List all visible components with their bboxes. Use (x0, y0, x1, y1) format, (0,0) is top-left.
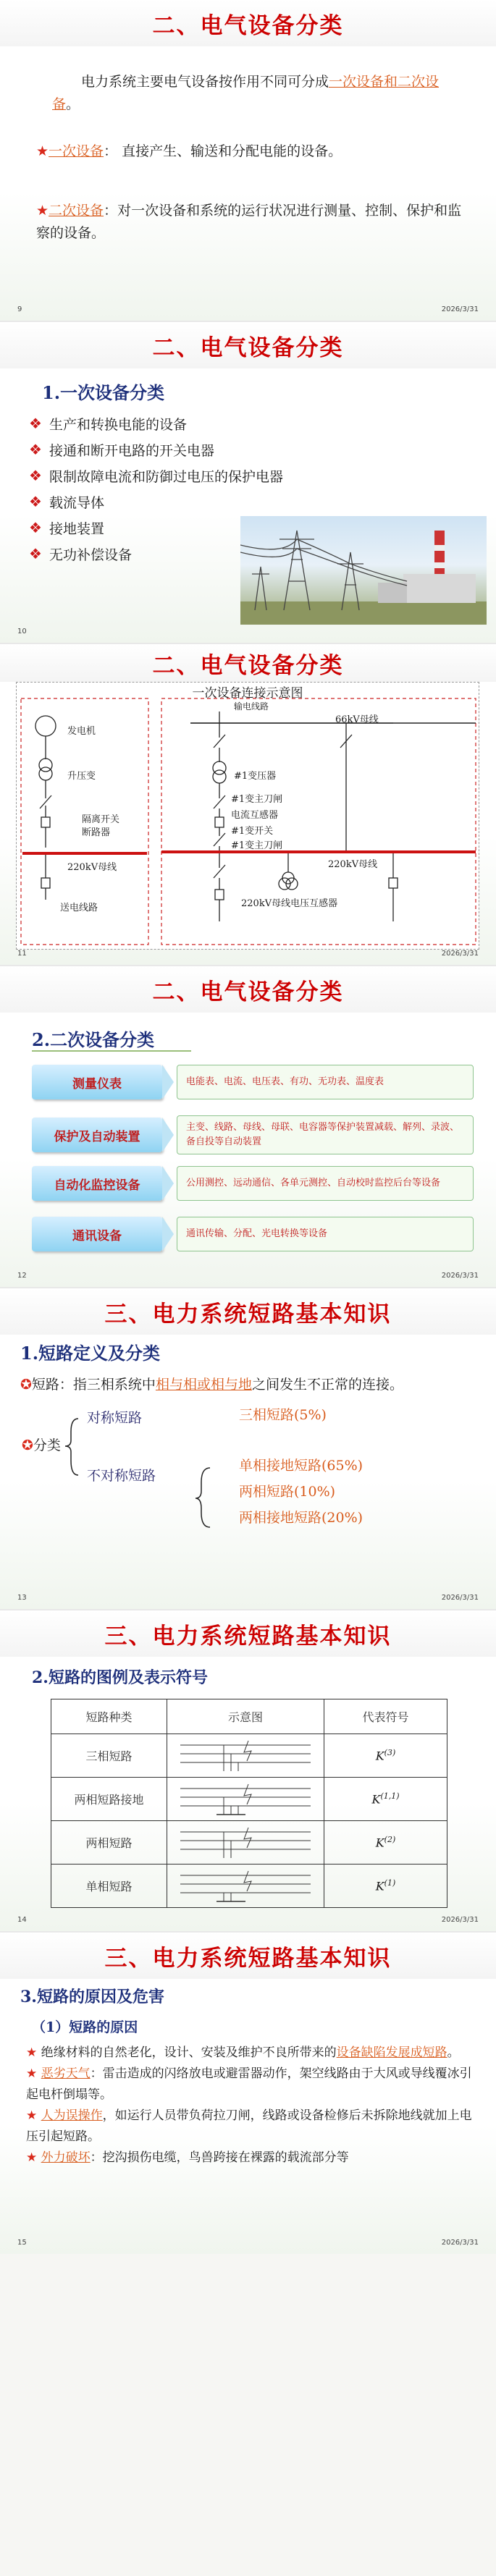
arrow-icon (162, 1065, 174, 1099)
label-step-up: 升压变 (67, 771, 96, 782)
bullet-item (29, 436, 283, 463)
label-bus-220kv-b: 220kV母线 (328, 859, 378, 870)
type-single-phase-ground: 单相接地短路(65%) (239, 1458, 363, 1474)
bullet-text: 载流导体 (49, 494, 105, 511)
type-two-phase-ground: 两相接地短路(20%) (239, 1510, 363, 1526)
cause-highlight: 设备缺陷发展成短路 (336, 2045, 447, 2060)
schematic-cell (167, 1734, 324, 1778)
diamond-bullet-icon: ❖ (29, 467, 42, 484)
symbol-cell (324, 1865, 447, 1908)
arrow-icon (162, 1118, 174, 1152)
symbol-letter: K (375, 1749, 384, 1763)
table-header: 代表符号 (324, 1699, 447, 1734)
label-isolating-switch: 隔离开关 (82, 814, 120, 825)
equipment-category-label: 保护及自动装置 (32, 1118, 162, 1152)
label-outgoing-line: 送电线路 (60, 903, 98, 913)
slide-date: 2026/3/31 (441, 1272, 479, 1280)
star-icon: ★ (36, 203, 49, 219)
short-circuit-schematic (173, 1736, 318, 1773)
cause-text: ：雷击造成的闪络放电或避雷器动作，架空线路由于大风或导线覆冰引起电杆倒塌等。 (26, 2066, 472, 2102)
heading-underline (32, 1050, 191, 1052)
type-two-phase: 两相短路(10%) (239, 1484, 336, 1500)
bullet-item (29, 410, 283, 436)
definition-text-end: 之间发生不正常的连接。 (251, 1377, 403, 1393)
slide-footer (0, 624, 496, 635)
slide-footer (0, 1268, 496, 1280)
slide-date: 2026/3/31 (441, 305, 479, 313)
subsection-heading: （1）短路的原因 (32, 2019, 138, 2035)
star-icon: ★ (26, 2066, 38, 2081)
classification-text: 分类 (33, 1437, 61, 1453)
label-breaker: 断路器 (82, 827, 111, 838)
definition-text: 短路：指三相系统中 (31, 1377, 156, 1393)
symbol-cell (324, 1778, 447, 1821)
slide-number: 13 (17, 1594, 27, 1602)
symbol-cell (324, 1821, 447, 1865)
slide-header (0, 1610, 496, 1657)
label-main-knife-switch: #1变主刀闸 (231, 794, 283, 805)
cause-item (26, 2064, 475, 2106)
slide-title: 二、电气设备分类 (152, 652, 344, 679)
secondary-text: ：对一次设备和系统的运行状况进行测量、控制、保护和监察的设备。 (36, 203, 462, 241)
label-transformer-1: #1变压器 (234, 771, 277, 782)
arrow-icon (162, 1217, 174, 1251)
slide-title: 二、电气设备分类 (152, 979, 344, 1005)
secondary-equipment-row (32, 1217, 474, 1251)
secondary-item (36, 200, 471, 245)
slide-number: 10 (17, 628, 27, 635)
cause-text: ：挖沟损伤电缆，鸟兽跨接在裸露的载流部分等 (90, 2150, 349, 2165)
equipment-category-label: 测量仪表 (32, 1065, 162, 1099)
equipment-description: 公用测控、远动通信、各单元测控、自动校时监控后台等设备 (177, 1166, 474, 1201)
definition-highlight: 相与相或相与地 (155, 1377, 252, 1393)
slide-footer (0, 1590, 496, 1602)
slide-10 (0, 322, 496, 644)
bullet-item (29, 463, 283, 489)
bullet-text: 限制故障电流和防御过电压的保护电器 (49, 468, 284, 485)
symbol-letter: K (375, 1836, 384, 1850)
slide-date: 2026/3/31 (441, 2239, 479, 2247)
classification-braces (0, 1288, 496, 1610)
short-circuit-type: 单相短路 (51, 1865, 167, 1908)
slide-date: 2026/3/31 (441, 950, 479, 958)
symbol-superscript: (1,1) (380, 1791, 400, 1802)
power-plant-illustration (240, 516, 487, 625)
secondary-term: 二次设备 (49, 203, 104, 219)
bullet-item (29, 489, 283, 515)
star-icon: ★ (26, 2108, 38, 2123)
diagram-title: 一次设备连接示意图 (192, 686, 303, 701)
slide-header (0, 644, 496, 682)
slide-number: 15 (17, 2239, 27, 2247)
star-icon: ✪ (20, 1377, 32, 1393)
primary-term: 一次设备 (49, 143, 104, 159)
slide-title: 二、电气设备分类 (152, 12, 344, 39)
table-row (51, 1821, 447, 1865)
asymmetric-label: 不对称短路 (87, 1468, 156, 1484)
schematic-cell (167, 1778, 324, 1821)
intro-end: 。 (66, 96, 80, 112)
slide-13 (0, 1288, 496, 1610)
type-three-phase: 三相短路(5%) (239, 1407, 327, 1423)
secondary-equipment-row (32, 1065, 474, 1099)
schematic-cell (167, 1821, 324, 1865)
slide-title: 三、电力系统短路基本知识 (104, 1623, 392, 1650)
cause-end: 。 (447, 2045, 460, 2060)
slide-header (0, 0, 496, 46)
slide-header (0, 1933, 496, 1979)
short-circuit-symbol-table (51, 1699, 447, 1908)
intro-highlight: 一次设备和二次设备 (52, 74, 440, 112)
diamond-bullet-icon: ❖ (29, 545, 42, 562)
short-circuit-type: 两相短路 (51, 1821, 167, 1865)
slide-number: 14 (17, 1916, 27, 1924)
slide-header (0, 322, 496, 368)
diamond-bullet-icon: ❖ (29, 441, 42, 458)
section-heading: 1.短路定义及分类 (20, 1343, 161, 1364)
schematic-cell (167, 1865, 324, 1908)
slide-14 (0, 1610, 496, 1933)
label-transformer-switch: #1变开关 (231, 826, 274, 837)
short-circuit-schematic (173, 1780, 318, 1816)
short-circuit-schematic (173, 1823, 318, 1859)
table-row (51, 1865, 447, 1908)
short-circuit-schematic (173, 1867, 318, 1903)
label-transmission-line: 输电线路 (234, 701, 269, 711)
label-current-transformer: 电流互感器 (231, 810, 279, 821)
power-plant-photo (240, 516, 487, 625)
symbol-letter: K (371, 1792, 381, 1807)
equipment-description: 主变、线路、母线、母联、电容器等保护装置减载、解列、录波、备自投等自动装置 (177, 1115, 474, 1154)
table-header: 示意图 (167, 1699, 324, 1734)
cause-highlight: 外力破坏 (41, 2150, 91, 2165)
symbol-cell (324, 1734, 447, 1778)
slide-15 (0, 1933, 496, 2254)
bullet-text: 接通和断开电路的开关电器 (49, 442, 215, 459)
slide-header (0, 966, 496, 1013)
causes-list (26, 2043, 475, 2169)
slide-footer (0, 302, 496, 313)
short-circuit-type: 两相短路接地 (51, 1778, 167, 1821)
bullet-text: 接地装置 (49, 520, 105, 537)
primary-item (36, 140, 471, 163)
label-main-knife-switch-2: #1变主刀闸 (231, 840, 283, 851)
slide-12 (0, 966, 496, 1288)
cause-item (26, 2043, 475, 2064)
equipment-description: 电能表、电流、电压表、有功、无功表、温度表 (177, 1065, 474, 1099)
slide-11 (0, 644, 496, 966)
slide-title: 二、电气设备分类 (152, 334, 344, 361)
slide-footer (0, 1912, 496, 1924)
slide-title: 三、电力系统短路基本知识 (104, 1945, 392, 1972)
slide-date: 2026/3/31 (441, 1594, 479, 1602)
arrow-icon (162, 1166, 174, 1201)
slide-9 (0, 0, 496, 322)
secondary-equipment-row (32, 1115, 474, 1154)
slide-date: 2026/3/31 (441, 1916, 479, 1924)
label-bus-220kv: 220kV母线 (67, 862, 117, 873)
table-body (51, 1734, 447, 1908)
section-heading: 2.二次设备分类 (32, 1029, 155, 1050)
slide-title: 三、电力系统短路基本知识 (104, 1301, 392, 1327)
cause-item (26, 2106, 475, 2148)
symbol-superscript: (2) (384, 1835, 396, 1845)
star-icon: ★ (26, 2150, 38, 2165)
diamond-bullet-icon: ❖ (29, 519, 42, 536)
slide-number: 9 (17, 305, 22, 313)
symbol-superscript: (1) (384, 1878, 396, 1888)
equipment-category-label: 自动化监控设备 (32, 1166, 162, 1201)
bullet-text: 无功补偿设备 (49, 546, 133, 563)
classification-label (22, 1435, 61, 1457)
section-heading: 3.短路的原因及危害 (20, 1988, 164, 2006)
connection-diagram (16, 682, 479, 950)
short-circuit-type: 三相短路 (51, 1734, 167, 1778)
slide-number: 11 (17, 950, 27, 958)
section-heading: 2.短路的图例及表示符号 (32, 1668, 208, 1687)
cause-text: ，如运行人员带负荷拉刀闸，线路或设备检修后未拆除地线就加上电压引起短路。 (26, 2108, 472, 2144)
cause-item (26, 2148, 475, 2169)
symbol-letter: K (375, 1879, 384, 1893)
intro-paragraph (52, 71, 465, 116)
table-row (51, 1734, 447, 1778)
intro-text: 电力系统主要电气设备按作用不同可分成 (81, 74, 329, 90)
label-bus-66kv: 66kV母线 (335, 714, 379, 725)
cause-highlight: 人为误操作 (41, 2108, 103, 2123)
primary-text: ： 直接产生、输送和分配电能的设备。 (104, 143, 342, 159)
symbol-superscript: (3) (384, 1748, 396, 1758)
label-voltage-transformer: 220kV母线电压互感器 (241, 898, 338, 909)
slide-footer (0, 946, 496, 958)
slide-footer (0, 2235, 496, 2247)
bullet-text: 生产和转换电能的设备 (49, 416, 188, 433)
section-heading: 1.一次设备分类 (42, 382, 165, 403)
table-row (51, 1778, 447, 1821)
label-generator: 发电机 (67, 726, 96, 737)
star-icon: ★ (36, 143, 49, 159)
equipment-category-label: 通讯设备 (32, 1217, 162, 1251)
slide-number: 12 (17, 1272, 27, 1280)
star-icon: ✪ (22, 1437, 33, 1453)
secondary-equipment-row (32, 1166, 474, 1201)
diamond-bullet-icon: ❖ (29, 493, 42, 510)
table-header: 短路种类 (51, 1699, 167, 1734)
cause-highlight: 恶劣天气 (41, 2066, 91, 2081)
cause-text: 绝缘材料的自然老化，设计、安装及维护不良所带来的 (41, 2045, 337, 2060)
diamond-bullet-icon: ❖ (29, 415, 42, 432)
symmetric-label: 对称短路 (87, 1410, 143, 1426)
equipment-description: 通讯传输、分配、光电转换等设备 (177, 1217, 474, 1251)
star-icon: ★ (26, 2045, 38, 2060)
